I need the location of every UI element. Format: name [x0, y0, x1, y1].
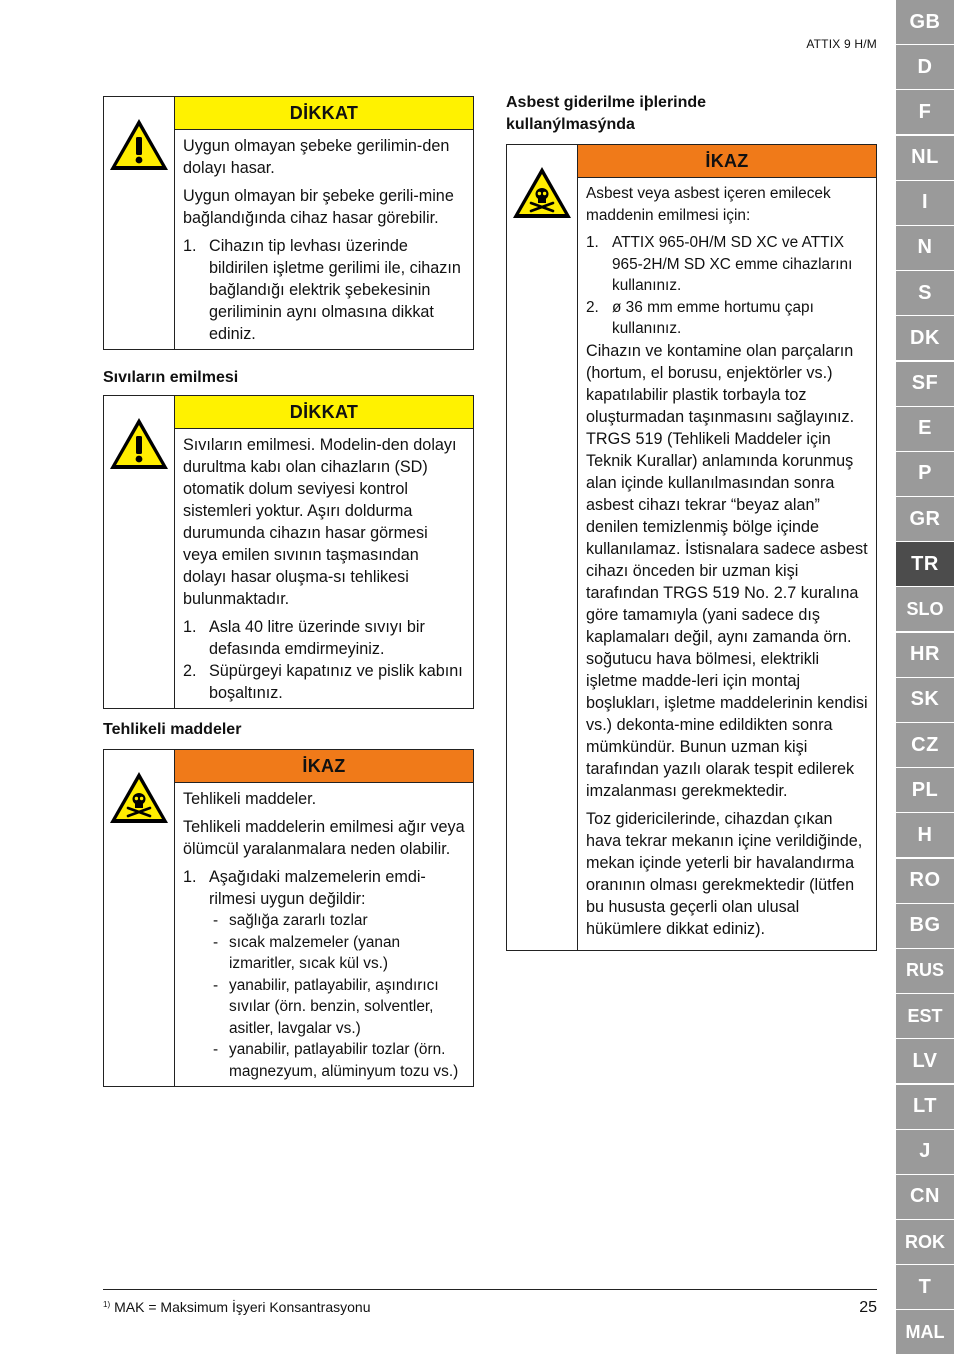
instruction-list [183, 866, 465, 1082]
warning-box-asbestos [506, 144, 877, 951]
step-text: Süpürgeyi kapatınız ve pislik kabını boşaltınız. [209, 662, 463, 702]
language-tab-i[interactable]: I [896, 181, 954, 225]
language-tab-est[interactable]: EST [896, 994, 954, 1038]
unsuitable-materials-list [209, 910, 465, 1082]
instruction-item [586, 232, 868, 297]
language-tab-e[interactable]: E [896, 407, 954, 451]
language-tab-sf[interactable]: SF [896, 362, 954, 406]
footer-divider [103, 1289, 877, 1290]
language-tab-t[interactable]: T [896, 1265, 954, 1309]
instruction-item [586, 297, 868, 340]
language-tab-n[interactable]: N [896, 226, 954, 270]
caution-box-liquids [103, 395, 474, 709]
language-tab-cn[interactable]: CN [896, 1175, 954, 1219]
warning-paragraph: Asbest veya asbest içeren emilecek maddenin emilmesi için: [586, 185, 831, 224]
caution-icon-cell [104, 396, 175, 708]
instruction-list [586, 232, 868, 340]
warning-paragraph: Cihazın ve kontamine olan parçaların (hortum, el borusu, enjektörler vs.) kapatılabilir plastik torbayla toz oluşturmadan taşınmasını sağlayınız. TRGS 519 (Tehlikeli Maddeler için Teknik Kurallar) anlamında korunmuş alan içinde kullanılmasından sonra asbest cihazı tekrar “beyaz alan” denilen temizlenmiş bölge içinde kullanılamaz. İstisnalara sadece asbest cihazı önceden bir uzman kişi tarafından TRGS 519 No. 2.7 kuralına göre tamamıyla (yani sadece dış kaplamaları değil, aynı zamanda örn. soğutucu hava bölmesi, elektrikli işletme madde-leri için montaj boşlukları, işletme maddelerinin kendisi vs.) dekonta-mine edildikten sonra mümkündür. Bunun uzman kişi tarafından yazılı olarak tespit edilerek imzalanması gerekmektedir. [586, 341, 868, 800]
step-number: 1. [586, 234, 599, 251]
step-text: Aşağıdaki malzemelerin emdi-rilmesi uygun değildir: [209, 868, 426, 908]
instruction-item [183, 866, 465, 1082]
language-sidebar [896, 0, 954, 1356]
warning-triangle-icon [108, 117, 170, 173]
footnote-mark: 1) [103, 1300, 111, 1309]
language-tab-s[interactable]: S [896, 271, 954, 315]
language-tab-gb[interactable]: GB [896, 0, 954, 44]
language-tab-h[interactable]: H [896, 813, 954, 857]
warning-box-hazardous [103, 749, 474, 1087]
language-tab-hr[interactable]: HR [896, 633, 954, 677]
language-tab-j[interactable]: J [896, 1130, 954, 1174]
caution-paragraph: Sıvıların emilmesi. Modelin-den dolayı durultma kabı olan cihazların (SD) otomatik dolum seviyesi kontrol sistemleri yoktur. Aşırı doldurma durumunda cihazın hasar görmesi veya emilen sıvının taşmasından dolayı hasar oluşma-sı tehlikesi bulunmaktadır. [183, 436, 457, 608]
language-tab-mal[interactable]: MAL [896, 1310, 954, 1354]
step-number: 1. [183, 237, 197, 255]
section-heading-liquids: Sıvıların emilmesi [103, 369, 239, 386]
section-heading-asbestos: Asbest giderilme iþlerinde kullanýlmasýnda [506, 94, 707, 133]
dash-item: - yanabilir, patlayabilir tozlar (örn. magnezyum, alüminyum tozu vs.) [213, 1041, 459, 1080]
caution-icon-cell [104, 97, 175, 349]
left-column [103, 96, 474, 1087]
dash-item: - sağlığa zararlı tozlar [213, 912, 368, 929]
step-text: Cihazın tip levhası üzerinde bildirilen işletme gerilimi ile, cihazın bağlandığı elektrik şebekesinin geriliminin aynı olmasına dikkat ediniz. [209, 237, 461, 343]
language-tab-lt[interactable]: LT [896, 1085, 954, 1129]
instruction-list [183, 235, 465, 345]
language-tab-rus[interactable]: RUS [896, 949, 954, 993]
language-tab-dk[interactable]: DK [896, 316, 954, 360]
warning-triangle-icon [108, 416, 170, 472]
language-tab-ro[interactable]: RO [896, 859, 954, 903]
instruction-item [183, 235, 465, 345]
caution-header: DİKKAT [175, 396, 473, 429]
dash-item: - yanabilir, patlayabilir, aşındırıcı sıvılar (örn. benzin, solventler, asitler, lavgalar vs.) [213, 976, 439, 1037]
language-tab-d[interactable]: D [896, 45, 954, 89]
caution-header: DİKKAT [175, 97, 473, 130]
step-text: ATTIX 965-0H/M SD XC ve ATTIX 965-2H/M SD XC emme cihazlarını kullanınız. [612, 234, 853, 294]
toxic-skull-icon [108, 770, 170, 826]
language-tab-lv[interactable]: LV [896, 1039, 954, 1083]
step-number: 2. [183, 662, 197, 680]
language-tab-slo[interactable]: SLO [896, 587, 954, 631]
warning-paragraph: Toz gidericilerinde, cihazdan çıkan hava tekrar mekanın içine verildiğinde, mekan içinde yeterli bir havalandırma oranının olması gerekmektedir (lütfen bu hususta geçerli olan ulusal hükümlere dikkat ediniz). [586, 809, 863, 938]
instruction-list [183, 616, 465, 704]
step-number: 1. [183, 868, 197, 886]
section-heading-hazardous: Tehlikeli maddeler [103, 721, 242, 738]
warning-header: İKAZ [578, 145, 876, 178]
warning-icon-cell [104, 750, 175, 1086]
warning-icon-cell [507, 145, 578, 950]
document-title: ATTIX 9 H/M [806, 37, 877, 51]
language-tab-p[interactable]: P [896, 452, 954, 496]
warning-paragraph: Tehlikeli maddeler. [183, 790, 317, 808]
footnote [103, 1299, 371, 1315]
toxic-skull-icon [511, 165, 573, 221]
caution-paragraph: Uygun olmayan bir şebeke gerili-mine bağlandığında cihaz hasar görebilir. [183, 187, 454, 227]
language-tab-tr[interactable]: TR [896, 542, 954, 586]
language-tab-pl[interactable]: PL [896, 768, 954, 812]
warning-header: İKAZ [175, 750, 473, 783]
caution-paragraph: Uygun olmayan şebeke gerilimin-den dolayı hasar. [183, 137, 450, 177]
right-column [506, 92, 877, 951]
language-tab-sk[interactable]: SK [896, 678, 954, 722]
page-number: 25 [859, 1299, 877, 1316]
instruction-item [183, 660, 465, 704]
instruction-item [183, 616, 465, 660]
step-text: ø 36 mm emme hortumu çapı kullanınız. [612, 298, 814, 337]
step-number: 2. [586, 298, 599, 316]
footnote-text: MAK = Maksimum İşyeri Konsantrasyonu [114, 1299, 371, 1315]
step-text: Asla 40 litre üzerinde sıvıyı bir defasında emdirmeyiniz. [209, 618, 425, 658]
language-tab-gr[interactable]: GR [896, 497, 954, 541]
caution-box-voltage [103, 96, 474, 350]
language-tab-f[interactable]: F [896, 90, 954, 134]
language-tab-nl[interactable]: NL [896, 136, 954, 180]
dash-item: - sıcak malzemeler (yanan izmaritler, sıcak kül vs.) [213, 933, 401, 972]
warning-paragraph: Tehlikeli maddelerin emilmesi ağır veya ölümcül yaralanmalara neden olabilir. [183, 818, 465, 858]
step-number: 1. [183, 618, 197, 636]
language-tab-rok[interactable]: ROK [896, 1220, 954, 1264]
language-tab-bg[interactable]: BG [896, 904, 954, 948]
language-tab-cz[interactable]: CZ [896, 723, 954, 767]
